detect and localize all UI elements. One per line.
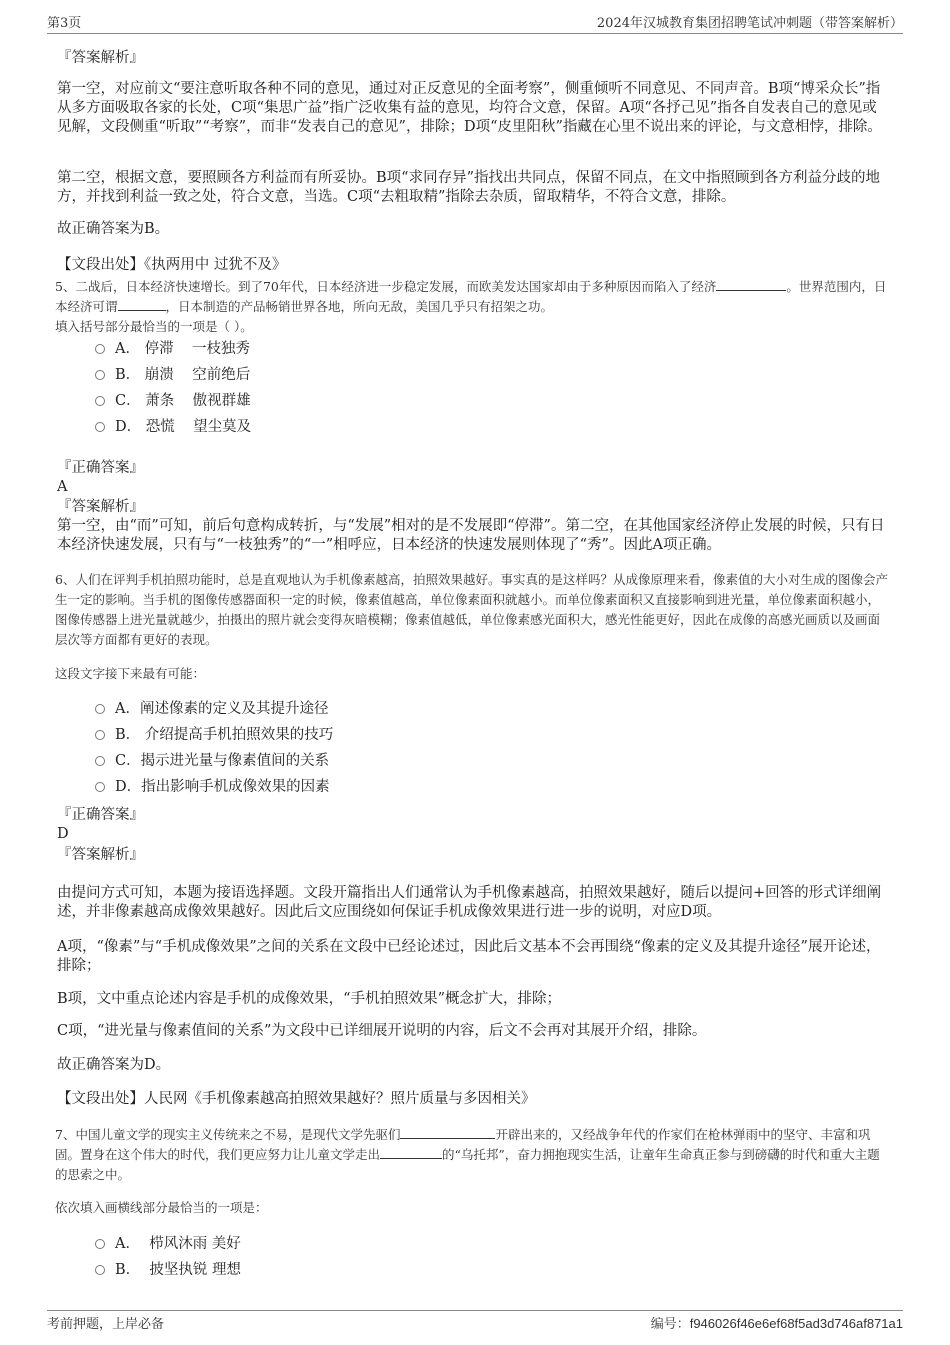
q6-analysis-para1: 由提问方式可知，本题为接语选择题。文段开篇指出人们通常认为手机像素越高，拍照效果越好，随后以提问+回答的形式详细阐述，并非像素越高成像效果越好。因此后文应围绕如何保证手机成像效果进行进一步的说明，对应D项。 [57,885,882,920]
radio-icon[interactable] [95,730,105,740]
q6-option-a[interactable]: A．阐述像素的定义及其提升途径 [95,699,328,719]
radio-icon[interactable] [95,756,105,766]
radio-icon[interactable] [95,370,105,380]
q5-blank-1 [716,278,786,291]
q7-option-a[interactable]: A． 栉风沐雨 美好 [95,1234,241,1254]
q6-option-b[interactable]: B． 介绍提高手机拍照效果的技巧 [95,725,333,745]
q5-answer-label: 『正确答案』 [57,460,144,476]
page-header [47,12,903,32]
q4-analysis-para2: 第二空，根据文意，要照顾各方利益而有所妥协。B项“求同存异”指找出共同点，保留不同点，在文中指照顾到各方利益分歧的地方，并找到利益一致之处，符合文意，当选。C项“去粗取精”指除去杂质，留取精华，不符合文意，排除。 [57,170,880,205]
q6-option-d[interactable]: D．指出影响手机成像效果的因素 [95,777,330,797]
q7-blank-1 [400,1126,495,1139]
q4-conclusion: 故正确答案为B。 [57,221,170,237]
q7-prompt: 依次填入画横线部分最恰当的一项是： [55,1200,268,1215]
q5-prompt: 填入括号部分最恰当的一项是（ ）。 [55,319,253,334]
q7-blank-2 [380,1146,442,1159]
radio-icon[interactable] [95,422,105,432]
q5-option-d[interactable]: D． 恐慌 望尘莫及 [95,417,251,437]
q6-analysis-para4: C项，“进光量与像素值间的关系”为文段中已详细展开说明的内容，后文不会再对其展开介绍，排除。 [57,1023,707,1039]
q7-option-b[interactable]: B． 披坚执锐 理想 [95,1260,241,1280]
q5-blank-2 [118,298,166,311]
page-number: 第3页 [47,16,82,31]
q4-source: 【文段出处】《执两用中 过犹不及》 [57,257,287,273]
q6-answer-label: 『正确答案』 [57,807,144,823]
q5-analysis-label: 『答案解析』 [57,499,144,515]
q5-answer: A [57,479,68,495]
header-divider [47,33,903,34]
q4-analysis-label: 『答案解析』 [57,50,144,66]
footer-divider [47,1310,903,1311]
q6-analysis-para3: B项，文中重点论述内容是手机的成像效果，“手机拍照效果”概念扩大，排除； [57,991,561,1007]
q5-analysis: 第一空，由“而”可知，前后句意构成转折，与“发展”相对的是不发展即“停滞”。第二空，在其他国家经济停止发展的时候，只有日本经济快速发展，只有与“一枝独秀”的“一”相呼应，日本经济的快速发展则体现了“秀”。因此A项正确。 [57,518,885,553]
q5-option-c[interactable]: C． 萧条 傲视群雄 [95,391,251,411]
q6-prompt: 这段文字接下来最有可能： [55,666,206,681]
footer-slogan: 考前押题，上岸必备 [47,1317,165,1332]
radio-icon[interactable] [95,1265,105,1275]
q6-conclusion: 故正确答案为D。 [57,1057,171,1073]
radio-icon[interactable] [95,396,105,406]
q5-stem-b: 。世界范围内，日本经济可谓 [55,279,887,314]
document-id: 编号：f946026f46e6ef68f5ad3d746af871a1 [650,1316,903,1331]
q6-stem: 6、人们在评判手机拍照功能时，总是直观地认为手机像素越高，拍照效果越好。事实真的是这样吗？从成像原理来看，像素值的大小对生成的图像会产生一定的影响。当手机的图像传感器面积一定的时候，像素值越高，单位像素面积就越小。而单位像素面积又直接影响到进光量，单位像素面积越小，图像传感器上进光量就越少，拍摄出的照片就会变得灰暗模糊；像素值越低，单位像素感光面积大，感光性能更好，因此在成像的高感光画质以及画面层次等方面都有更好的表现。 [55,572,888,647]
document-title: 2024年汉城教育集团招聘笔试冲刺题（带答案解析） [596,16,903,31]
q7-stem-b: 开辟出来的，又经战争年代的作家们在枪林弹雨中的坚守、丰富和巩固。置身在这个伟大的时代，我们更应努力让儿童文学走出 [55,1127,871,1162]
q6-source: 【文段出处】人民网《手机像素越高拍照效果越好？照片质量与多因相关》 [57,1091,536,1107]
radio-icon[interactable] [95,344,105,354]
q5-stem-c: ，日本制造的产品畅销世界各地，所向无敌，美国几乎只有招架之功。 [165,299,554,314]
q7-stem-c: 的“乌托邦”，奋力拥抱现实生活，让童年生命真正参与到磅礴的时代和重大主题的思索之中。 [55,1147,880,1182]
q5-option-b[interactable]: B． 崩溃 空前绝后 [95,365,250,385]
page-footer [47,1313,903,1332]
q6-analysis-label: 『答案解析』 [57,847,144,863]
q6-option-c[interactable]: C．揭示进光量与像素值间的关系 [95,751,329,771]
q7-stem [55,1125,890,1185]
radio-icon[interactable] [95,1239,105,1249]
q5-option-a[interactable]: A． 停滞 一枝独秀 [95,339,250,359]
q4-analysis-para1: 第一空，对应前文“要注意听取各种不同的意见，通过对正反意见的全面考察”，侧重倾听不同意见、不同声音。B项“博采众长”指从多方面吸取各家的长处，C项“集思广益”指广泛收集有益的意见，均符合文意，保留。A项“各抒己见”指各自发表自己的意见或见解，文段侧重“听取”“考察”，而非“发表自己的意见”，排除；D项“皮里阳秋”指藏在心里不说出来的评论，与文意相悖，排除。 [57,81,882,135]
radio-icon[interactable] [95,704,105,714]
q7-stem-a: 7、中国儿童文学的现实主义传统来之不易，是现代文学先驱们 [55,1127,401,1142]
q5-stem-a: 5、二战后，日本经济快速增长。到了70年代，日本经济进一步稳定发展，而欧美发达国家却由于多种原因而陷入了经济 [55,279,717,294]
q6-analysis-para2: A项，“像素”与“手机成像效果”之间的关系在文段中已经论述过，因此后文基本不会再围绕“像素的定义及其提升途径”展开论述，排除； [57,939,881,974]
radio-icon[interactable] [95,782,105,792]
q6-answer: D [57,826,69,842]
q5-stem [55,277,890,317]
